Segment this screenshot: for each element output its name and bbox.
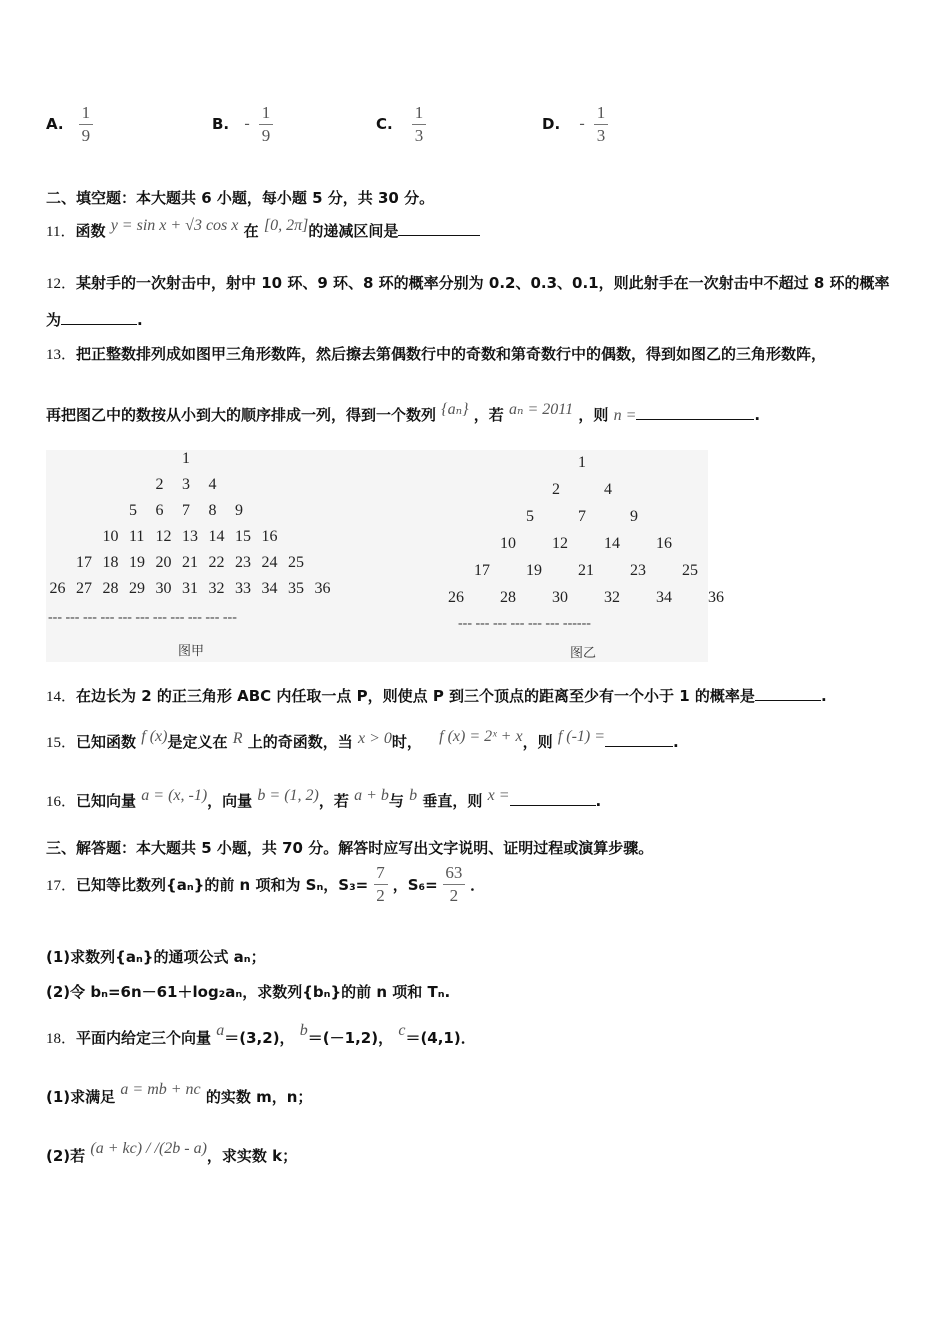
figure-yi-number: 28 bbox=[500, 589, 516, 606]
answer-blank[interactable] bbox=[398, 221, 480, 236]
q13-text-if: ，若 bbox=[473, 406, 504, 424]
figure-yi-number: 5 bbox=[526, 508, 534, 525]
denominator: 9 bbox=[81, 125, 91, 145]
figure-jia-number: 24 bbox=[261, 554, 278, 571]
question-number: 14． bbox=[46, 689, 77, 705]
figure-yi-number: 26 bbox=[448, 589, 464, 606]
choice-b-fraction bbox=[259, 104, 273, 145]
figure-yi-number: 7 bbox=[578, 508, 586, 525]
question-18 bbox=[46, 1022, 476, 1048]
q18-part-1 bbox=[46, 1081, 313, 1107]
answer-blank[interactable] bbox=[605, 732, 673, 747]
denominator: 2 bbox=[449, 885, 459, 905]
q18-vector-b: b bbox=[299, 1022, 308, 1039]
q13-end: . bbox=[754, 406, 761, 424]
q15-end: . bbox=[673, 733, 679, 751]
q15-definition: f (x) = 2ˣ + x bbox=[439, 728, 523, 745]
numerator: 1 bbox=[81, 103, 91, 122]
q13-text-cont: 再把图乙中的数按从小到大的顺序排成一列，得到一个数列 bbox=[46, 406, 437, 424]
q16-vector-b2: b bbox=[409, 787, 418, 804]
question-13 bbox=[46, 343, 826, 364]
q17-text: 已知等比数列{aₙ}的前 n 项和为 Sₙ，S₃= bbox=[76, 875, 369, 894]
figure-jia-number: 26 bbox=[49, 580, 66, 597]
q16-vector-b: b = (1, 2) bbox=[257, 787, 319, 804]
q18-p2-text: (2)若 bbox=[46, 1147, 86, 1165]
q17-part-2: (2)令 bₙ=6n－61＋log₂aₙ，求数列{bₙ}的前 n 项和 Tₙ. bbox=[46, 983, 451, 1001]
denominator: 3 bbox=[596, 125, 606, 145]
q13-text: 把正整数排列成如图甲三角形数阵，然后擦去第偶数行中的奇数和第奇数行中的偶数，得到如图乙的三角形数阵， bbox=[76, 345, 827, 363]
figure-jia-number: 11 bbox=[129, 528, 145, 545]
q12-end: . bbox=[137, 311, 143, 329]
figure-yi-number: 30 bbox=[552, 589, 568, 606]
q15-text-3: 上的奇函数，当 bbox=[247, 733, 353, 751]
q15-ask: f (-1) = bbox=[557, 728, 606, 745]
q17-text-2: ，S₆= bbox=[392, 875, 438, 894]
figure-jia-dots: --- --- --- --- --- --- --- --- --- --- --- bbox=[48, 610, 237, 625]
figure-yi-number: 2 bbox=[552, 481, 560, 498]
figure-yi-dots: --- --- --- --- --- --- ------ bbox=[458, 616, 591, 631]
choice-a-label: A. bbox=[46, 115, 64, 134]
q17-end: ． bbox=[470, 875, 486, 894]
answer-blank[interactable] bbox=[636, 405, 754, 420]
figure-jia-number: 36 bbox=[314, 580, 331, 597]
figure-jia-number: 12 bbox=[155, 528, 172, 545]
q15-fx: f (x) bbox=[141, 728, 168, 745]
figure-yi-number: 21 bbox=[578, 562, 594, 579]
q11-text-mid: 在 bbox=[243, 222, 259, 240]
choice-c-label: C. bbox=[376, 115, 393, 134]
figure-jia-number: 25 bbox=[288, 554, 304, 571]
figure-jia-number: 14 bbox=[208, 528, 225, 545]
section-3-heading: 三、解答题：本大题共 5 小题，共 70 分。解答时应写出文字说明、证明过程或演算步骤。 bbox=[46, 839, 654, 857]
q18-p1-text-2: 的实数 m，n； bbox=[205, 1088, 313, 1106]
q16-text: 已知向量 bbox=[76, 792, 137, 810]
question-13-cont bbox=[46, 401, 761, 425]
q15-condition: x > 0 bbox=[357, 730, 392, 747]
q16-text-5: 垂直，则 bbox=[422, 792, 483, 810]
question-number: 17． bbox=[46, 877, 77, 894]
figure-yi-number: 12 bbox=[552, 535, 568, 552]
choice-d-sign: - bbox=[579, 115, 585, 133]
denominator: 9 bbox=[261, 125, 271, 145]
q18-a-value: ＝(3,2)， bbox=[224, 1029, 295, 1047]
figure-jia-number: 29 bbox=[129, 580, 145, 597]
q18-c-value: ＝(4,1)． bbox=[405, 1029, 476, 1047]
figure-jia-number: 19 bbox=[129, 554, 145, 571]
q16-text-3: ，若 bbox=[318, 792, 349, 810]
denominator: 2 bbox=[376, 885, 385, 905]
numerator: 1 bbox=[596, 103, 606, 122]
question-number: 13． bbox=[46, 347, 77, 363]
q17-s6-fraction bbox=[443, 864, 465, 905]
q17-s3-fraction bbox=[374, 864, 388, 905]
question-16 bbox=[46, 787, 602, 811]
question-14 bbox=[46, 685, 827, 706]
question-12 bbox=[46, 272, 889, 293]
section-2-heading: 二、填空题：本大题共 6 小题，每小题 5 分，共 30 分。 bbox=[46, 189, 435, 207]
figure-jia-number: 8 bbox=[208, 502, 217, 519]
q18-vector-c: c bbox=[398, 1022, 406, 1039]
question-number: 12． bbox=[46, 276, 77, 292]
figure-yi-caption: 图乙 bbox=[570, 646, 597, 661]
figure-jia-caption: 图甲 bbox=[178, 644, 205, 659]
q18-p1-formula: a = mb + nc bbox=[120, 1081, 201, 1098]
q11-text-post: 的递减区间是 bbox=[308, 222, 399, 240]
figure-jia-number: 28 bbox=[102, 580, 119, 597]
denominator: 3 bbox=[414, 125, 424, 145]
figure-jia-number: 21 bbox=[182, 554, 198, 571]
numerator: 1 bbox=[261, 103, 271, 122]
choice-b bbox=[212, 104, 273, 145]
q15-text-2: 是定义在 bbox=[167, 733, 228, 751]
figure-yi-number: 19 bbox=[526, 562, 542, 579]
q15-text: 已知函数 bbox=[76, 733, 137, 751]
q18-p2-text-2: ，求实数 k； bbox=[206, 1147, 298, 1165]
figure-jia-number: 1 bbox=[182, 450, 190, 467]
figure-yi-number: 32 bbox=[604, 589, 620, 606]
question-15 bbox=[46, 728, 679, 752]
question-11 bbox=[46, 217, 480, 241]
numerator: 63 bbox=[445, 863, 463, 882]
figure-yi-number: 4 bbox=[604, 481, 612, 498]
figure-jia-number: 7 bbox=[182, 502, 190, 519]
figure-yi-number: 34 bbox=[656, 589, 672, 606]
q16-x: x = bbox=[487, 787, 510, 804]
figure-jia-number: 35 bbox=[288, 580, 304, 597]
q12-text: 某射手的一次射击中，射中 10 环、9 环、8 环的概率分别为 0.2、0.3、0.1，则此射手在一次射击中不超过 8 环的概率 bbox=[76, 274, 890, 292]
figure-jia-number: 31 bbox=[182, 580, 198, 597]
q18-p2-formula: (a + kc) / /(2b - a) bbox=[90, 1140, 207, 1157]
figure-jia-number: 17 bbox=[76, 554, 92, 571]
q16-vector-a: a = (x, -1) bbox=[141, 787, 208, 804]
figure-jia-number: 22 bbox=[208, 554, 225, 571]
figure-jia-number: 13 bbox=[182, 528, 198, 545]
figure-jia-number: 5 bbox=[129, 502, 137, 519]
figure-yi-number: 14 bbox=[604, 535, 620, 552]
q11-formula: y = sin x + √3 cos x bbox=[110, 217, 239, 234]
question-12-cont bbox=[46, 309, 143, 330]
q16-sum: a + b bbox=[354, 787, 389, 804]
q11-interval: [0, 2π] bbox=[263, 217, 309, 234]
q16-text-4: 与 bbox=[388, 792, 404, 810]
answer-blank[interactable] bbox=[61, 310, 137, 325]
figure-yi-number: 17 bbox=[474, 562, 490, 579]
q18-text: 平面内给定三个向量 bbox=[76, 1029, 212, 1047]
figure-yi-number: 25 bbox=[682, 562, 698, 579]
q17-part-1: (1)求数列{aₙ}的通项公式 aₙ； bbox=[46, 948, 266, 966]
choice-a bbox=[46, 104, 93, 145]
choice-b-label: B. bbox=[212, 115, 230, 134]
choice-d-label: D. bbox=[542, 115, 561, 134]
q18-part-2 bbox=[46, 1140, 298, 1166]
q15-text-5: ，则 bbox=[522, 733, 553, 751]
choice-a-fraction bbox=[79, 104, 93, 145]
choice-c bbox=[376, 104, 426, 145]
choice-c-fraction bbox=[412, 104, 426, 145]
question-number: 15． bbox=[46, 735, 77, 751]
figure-yi-number: 1 bbox=[578, 454, 586, 471]
q16-text-2: ，向量 bbox=[207, 792, 253, 810]
q18-b-value: ＝(－1,2)， bbox=[307, 1029, 394, 1047]
figure-jia-number: 18 bbox=[102, 554, 119, 571]
figure-jia-number: 2 bbox=[155, 476, 164, 493]
figure-jia-number: 10 bbox=[102, 528, 119, 545]
figure-yi-number: 36 bbox=[708, 589, 724, 606]
q13-n: n = bbox=[613, 407, 637, 424]
numerator: 7 bbox=[376, 863, 385, 882]
q13-text-then: ，则 bbox=[578, 406, 609, 424]
numerator: 1 bbox=[414, 103, 424, 122]
q13-sequence: {aₙ} bbox=[441, 401, 469, 418]
triangle-figures bbox=[46, 450, 724, 662]
q11-text: 函数 bbox=[75, 222, 106, 240]
question-number: 18． bbox=[46, 1031, 77, 1047]
question-17 bbox=[46, 864, 485, 905]
figure-jia-number: 3 bbox=[182, 476, 190, 493]
figure-jia-number: 16 bbox=[261, 528, 278, 545]
q16-end: . bbox=[595, 792, 602, 810]
q14-end: . bbox=[820, 687, 827, 705]
answer-blank[interactable] bbox=[755, 686, 821, 701]
figure-jia-number: 27 bbox=[76, 580, 92, 597]
figure-jia-number: 6 bbox=[155, 502, 164, 519]
figure-yi-number: 16 bbox=[656, 535, 672, 552]
figure-jia-number: 20 bbox=[155, 554, 172, 571]
question-number: 11． bbox=[46, 224, 76, 240]
figure-jia-number: 32 bbox=[208, 580, 225, 597]
figure-jia-number: 30 bbox=[155, 580, 172, 597]
figure-jia-number: 15 bbox=[235, 528, 251, 545]
q13-condition: aₙ = 2011 bbox=[509, 401, 574, 418]
figure-yi-number: 10 bbox=[500, 535, 516, 552]
q15-r: R bbox=[232, 730, 243, 747]
choice-d-fraction bbox=[594, 104, 608, 145]
question-number: 16． bbox=[46, 794, 77, 810]
choice-b-sign: - bbox=[244, 115, 250, 133]
figure-jia-number: 34 bbox=[261, 580, 278, 597]
q18-vector-a: a bbox=[216, 1022, 225, 1039]
figure-yi-number: 9 bbox=[630, 508, 638, 525]
q14-text: 在边长为 2 的正三角形 ABC 内任取一点 P，则使点 P 到三个顶点的距离至少有一个小于 1 的概率是 bbox=[76, 687, 755, 705]
figure-jia-number: 33 bbox=[235, 580, 251, 597]
figure-jia-number: 9 bbox=[235, 502, 243, 519]
figure-jia-number: 4 bbox=[208, 476, 217, 493]
q15-text-4: 时， bbox=[391, 733, 422, 751]
q18-p1-text: (1)求满足 bbox=[46, 1088, 116, 1106]
choice-d bbox=[542, 104, 608, 145]
q12-text-cont: 为 bbox=[46, 311, 62, 329]
answer-blank[interactable] bbox=[510, 791, 596, 806]
figure-yi-number: 23 bbox=[630, 562, 646, 579]
figure-jia-number: 23 bbox=[235, 554, 251, 571]
